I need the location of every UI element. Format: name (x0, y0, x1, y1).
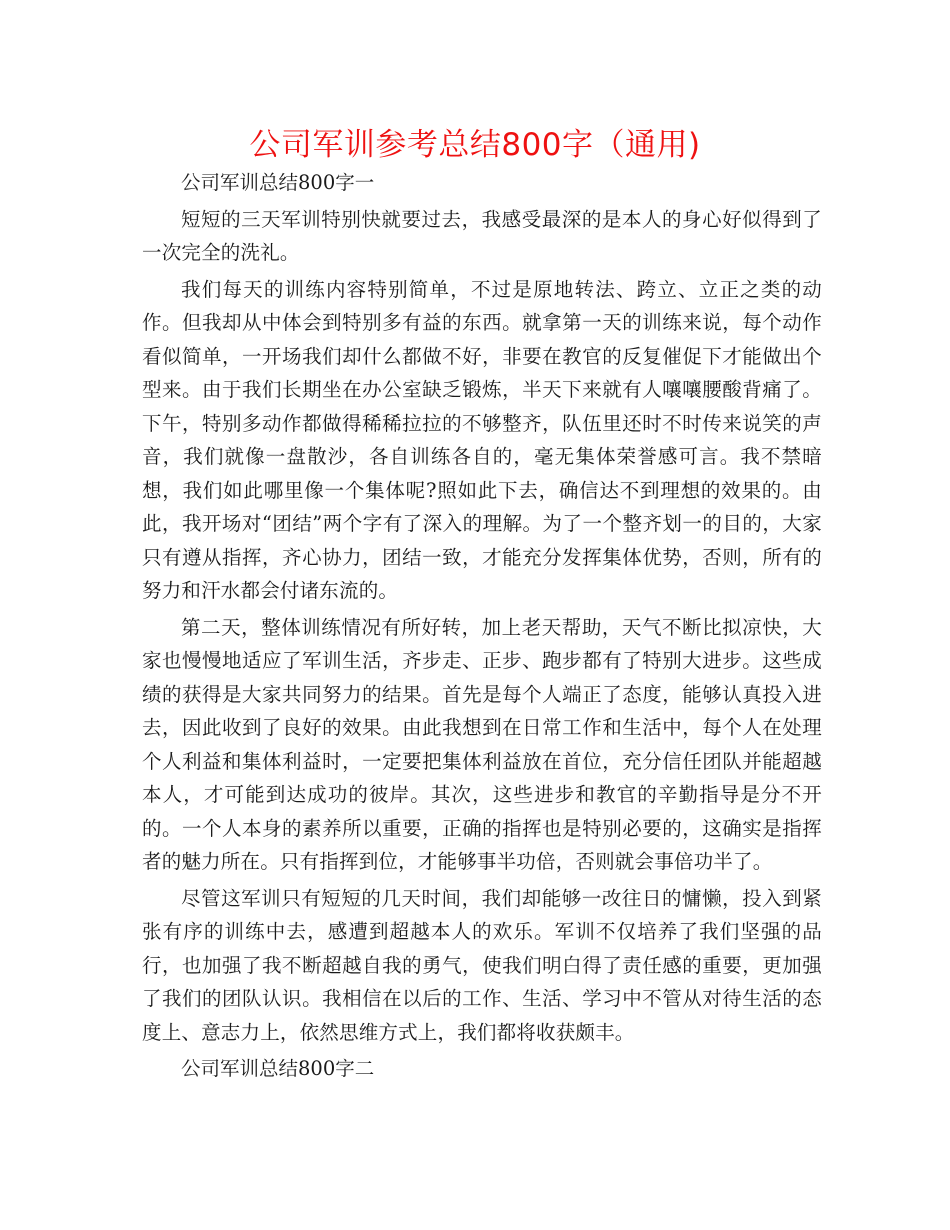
paragraph-2: 我们每天的训练内容特别简单，不过是原地转法、跨立、立正之类的动作。但我却从中体会到特别多有益的东西。就拿第一天的训练来说，每个动作看似简单，一开场我们却什么都做不好，非要在教官的反复催促下才能做出个型来。由于我们长期坐在办公室缺乏锻炼，半天下来就有人嚷嚷腰酸背痛了。下午，特别多动作都做得稀稀拉拉的不够整齐，队伍里还时不时传来说笑的声音，我们就像一盘散沙，各自训练各自的，毫无集体荣誉感可言。我不禁暗想，我们如此哪里像一个集体呢?照如此下去，确信达不到理想的效果的。由此，我开场对“团结”两个字有了深入的理解。为了一个整齐划一的目的，大家只有遵从指挥，齐心协力，团结一致，才能充分发挥集体优势，否则，所有的努力和汗水都会付诸东流的。 (142, 277, 822, 602)
paragraph-1: 短短的三天军训特别快就要过去，我感受最深的是本人的身心好似得到了一次完全的洗礼。 (142, 207, 822, 264)
paragraph-3: 第二天，整体训练情况有所好转，加上老天帮助，天气不断比拟凉快，大家也慢慢地适应了军训生活，齐步走、正步、跑步都有了特别大进步。这些成绩的获得是大家共同努力的结果。首先是每个人端正了态度，能够认真投入进去，因此收到了良好的效果。由此我想到在日常工作和生活中，每个人在处理个人利益和集体利益时，一定要把集体利益放在首位，充分信任团队并能超越本人，才可能到达成功的彼岸。其次，这些进步和教官的辛勤指导是分不开的。一个人本身的素养所以重要，正确的指挥也是特别必要的，这确实是指挥者的魅力所在。只有指挥到位，才能够事半功倍，否则就会事倍功半了。 (142, 615, 822, 873)
paragraph-4: 尽管这军训只有短短的几天时间，我们却能够一改往日的慵懒，投入到紧张有序的训练中去，感遭到超越本人的欢乐。军训不仅培养了我们坚强的品行，也加强了我不断超越自我的勇气，使我们明白得了责任感的重要，更加强了我们的团队认识。我相信在以后的工作、生活、学习中不管从对待生活的态度上、意志力上，依然思维方式上，我们都将收获颇丰。 (142, 886, 822, 1044)
section-heading-2: 公司军训总结800字二 (181, 1057, 375, 1080)
document-title: 公司军训参考总结800字（通用) (249, 127, 701, 163)
document-body (142, 166, 822, 1086)
section-heading-1: 公司军训总结800字一 (181, 171, 375, 194)
